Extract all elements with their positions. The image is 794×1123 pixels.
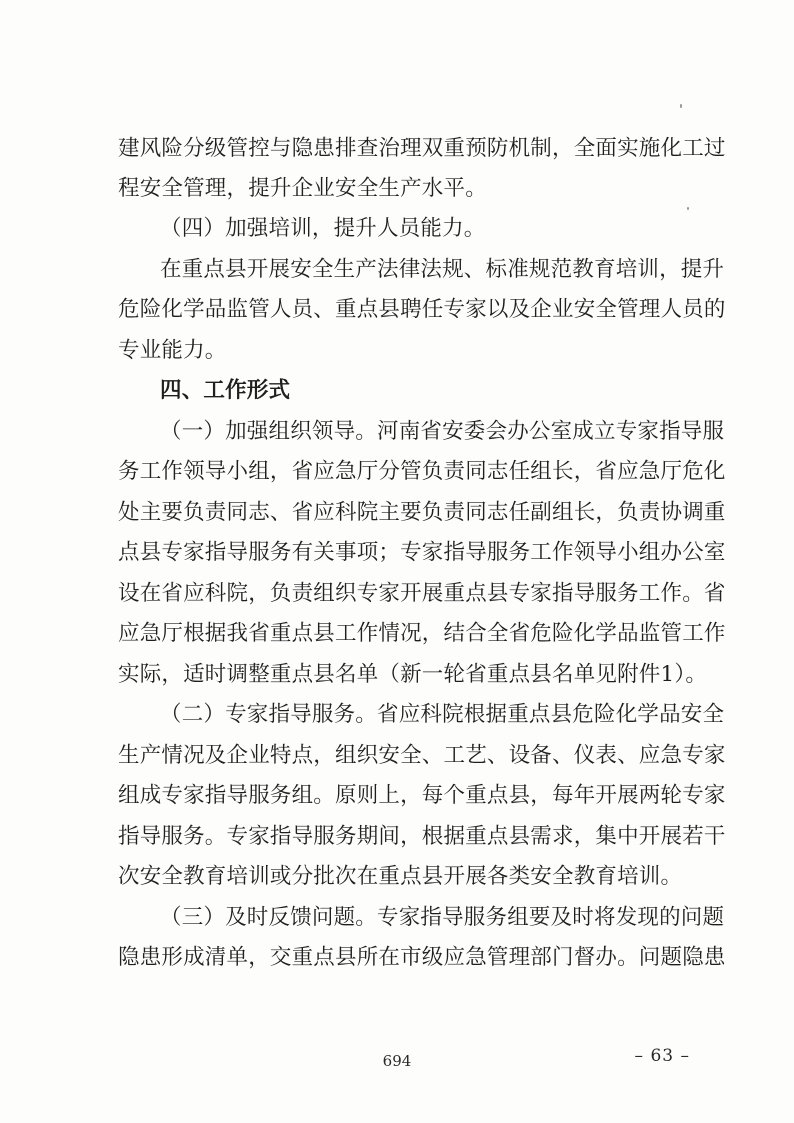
- paragraph-line: （一）加强组织领导。河南省安委会办公室成立专家指导服: [160, 419, 725, 444]
- paragraph-line: 点县专家指导服务有关事项；专家指导服务工作领导小组办公室: [118, 540, 726, 565]
- page-index: 694: [382, 1052, 412, 1070]
- paragraph-line: 务工作领导小组，省应急厅分管负责同志任组长，省应急厅危化: [118, 459, 726, 484]
- paragraph-line: 隐患形成清单，交重点县所在市级应急管理部门督办。问题隐患: [118, 945, 726, 970]
- section-subheading: （四）加强培训，提升人员能力。: [160, 216, 486, 241]
- scan-speck: [687, 207, 689, 210]
- paragraph-line: 应急厅根据我省重点县工作情况，结合全省危险化学品监管工作: [118, 621, 726, 646]
- paragraph-line: （三）及时反馈问题。专家指导服务组要及时将发现的问题: [160, 905, 725, 930]
- paragraph-line: 专业能力。: [118, 338, 227, 363]
- paragraph-line: 危险化学品监管人员、重点县聘任专家以及企业安全管理人员的: [118, 297, 726, 322]
- paragraph-line: 实际，适时调整重点县名单（新一轮省重点县名单见附件1）。: [118, 662, 708, 687]
- paragraph-line: 生产情况及企业特点，组织安全、工艺、设备、仪表、应急专家: [118, 743, 726, 768]
- paragraph-line: 建风险分级管控与隐患排查治理双重预防机制，全面实施化工过: [118, 136, 726, 161]
- paragraph-line: 在重点县开展安全生产法律法规、标准规范教育培训，提升: [160, 257, 725, 282]
- section-heading: 四、工作形式: [160, 378, 291, 403]
- paragraph-line: 指导服务。专家指导服务期间，根据重点县需求，集中开展若干: [118, 824, 726, 849]
- paragraph-line: （二）专家指导服务。省应科院根据重点县危险化学品安全: [160, 702, 725, 727]
- paragraph-line: 设在省应科院，负责组织专家开展重点县专家指导服务工作。省: [118, 581, 726, 606]
- paragraph-line: 程安全管理，提升企业安全生产水平。: [118, 176, 487, 201]
- paragraph-line: 组成专家指导服务组。原则上，每个重点县，每年开展两轮专家: [118, 783, 726, 808]
- scan-speck: [680, 104, 682, 108]
- paragraph-line: 次安全教育培训或分批次在重点县开展各类安全教育培训。: [118, 864, 683, 889]
- page-number: – 63 –: [634, 1046, 690, 1066]
- paragraph-line: 处主要负责同志、省应科院主要负责同志任副组长，负责协调重: [118, 500, 726, 525]
